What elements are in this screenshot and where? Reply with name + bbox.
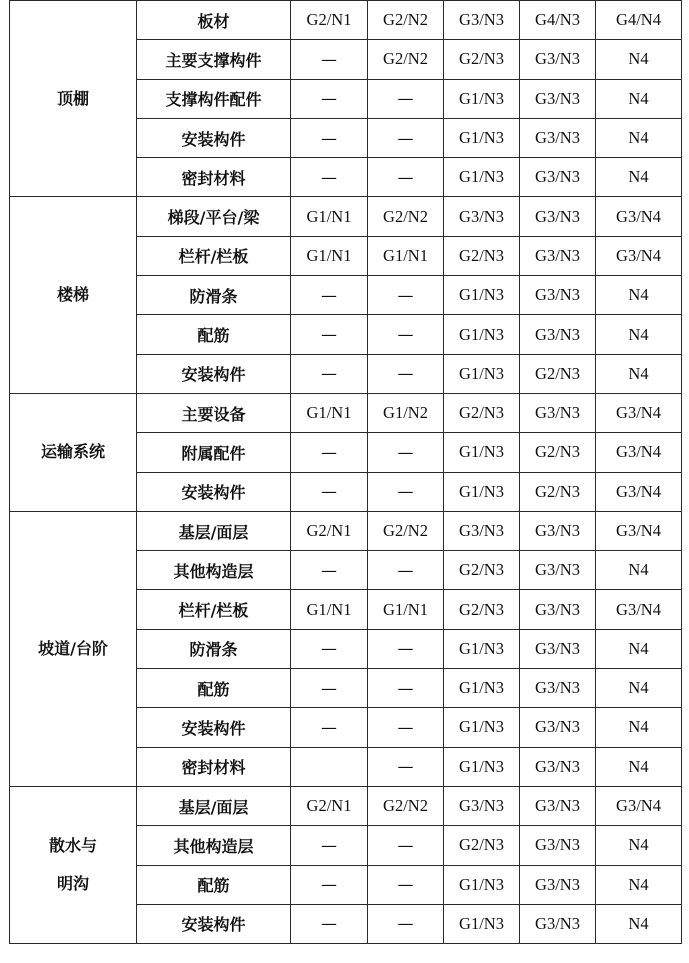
grade-cell: G3/N3 [520, 79, 596, 118]
grade-cell: G3/N3 [444, 1, 520, 40]
category-label: 坡道/台阶 [38, 638, 108, 658]
grade-cell: G2/N3 [444, 826, 520, 865]
grade-cell: — [368, 118, 444, 157]
component-cell: 配筋 [137, 315, 291, 354]
grade-cell: N4 [596, 708, 682, 747]
grade-cell: G1/N2 [368, 393, 444, 432]
grade-cell: G1/N3 [444, 276, 520, 315]
category-label: 散水与 [48, 836, 97, 856]
grade-cell: G2/N3 [444, 40, 520, 79]
grade-cell: — [368, 629, 444, 668]
grade-cell: N4 [596, 79, 682, 118]
grade-cell: N4 [596, 551, 682, 590]
grade-cell: — [368, 551, 444, 590]
grade-cell: N4 [596, 40, 682, 79]
grade-cell: — [368, 354, 444, 393]
grade-cell: G2/N3 [520, 354, 596, 393]
grade-cell: G3/N3 [520, 315, 596, 354]
grade-cell: G1/N3 [444, 708, 520, 747]
grade-cell: — [291, 904, 368, 943]
category-cell [10, 511, 137, 786]
grade-cell: G3/N3 [520, 393, 596, 432]
category-label: 明沟 [56, 874, 89, 894]
grade-cell: G3/N3 [520, 40, 596, 79]
grade-cell: G3/N3 [520, 629, 596, 668]
grade-cell: — [291, 669, 368, 708]
grade-cell: G3/N3 [520, 708, 596, 747]
grade-cell: G3/N3 [444, 197, 520, 236]
grade-cell: G1/N3 [444, 158, 520, 197]
grade-cell: G1/N3 [444, 315, 520, 354]
component-cell: 主要设备 [137, 393, 291, 432]
grade-cell: — [368, 747, 444, 786]
grade-cell: G1/N3 [444, 747, 520, 786]
grade-cell: — [291, 865, 368, 904]
grade-cell: G4/N4 [596, 1, 682, 40]
category-label: 顶棚 [56, 88, 89, 108]
component-cell: 配筋 [137, 865, 291, 904]
table-row [10, 197, 682, 236]
component-cell: 防滑条 [137, 276, 291, 315]
grade-cell: N4 [596, 276, 682, 315]
component-cell: 安装构件 [137, 472, 291, 511]
grade-cell: G1/N3 [444, 79, 520, 118]
grade-cell: G3/N3 [520, 826, 596, 865]
grade-cell: G3/N3 [444, 511, 520, 550]
component-cell: 安装构件 [137, 904, 291, 943]
grade-cell: G2/N2 [368, 1, 444, 40]
grade-cell: G2/N2 [368, 40, 444, 79]
grade-cell: G3/N4 [596, 393, 682, 432]
grade-cell: N4 [596, 315, 682, 354]
grade-cell: N4 [596, 158, 682, 197]
component-cell: 支撑构件配件 [137, 79, 291, 118]
component-cell: 安装构件 [137, 118, 291, 157]
component-cell: 密封材料 [137, 747, 291, 786]
grade-cell: — [291, 629, 368, 668]
grade-cell: G3/N3 [520, 158, 596, 197]
grade-cell: G1/N1 [291, 590, 368, 629]
grade-cell: G2/N2 [368, 197, 444, 236]
grade-cell: N4 [596, 826, 682, 865]
grade-cell: G3/N3 [520, 197, 596, 236]
category-cell [10, 1, 137, 197]
grade-cell: N4 [596, 669, 682, 708]
grade-cell: N4 [596, 747, 682, 786]
component-cell: 其他构造层 [137, 551, 291, 590]
grade-cell: G3/N4 [596, 786, 682, 825]
grade-cell: G2/N3 [444, 393, 520, 432]
grade-cell: — [368, 904, 444, 943]
durability-table [9, 0, 682, 944]
component-cell: 栏杆/栏板 [137, 590, 291, 629]
grade-cell: — [368, 865, 444, 904]
grade-cell: G2/N3 [444, 551, 520, 590]
component-cell: 安装构件 [137, 708, 291, 747]
grade-cell: G1/N1 [291, 197, 368, 236]
grade-cell: — [291, 79, 368, 118]
grade-cell: G2/N3 [444, 590, 520, 629]
grade-cell: G2/N1 [291, 511, 368, 550]
grade-cell: G3/N3 [520, 904, 596, 943]
component-cell: 配筋 [137, 669, 291, 708]
component-cell: 防滑条 [137, 629, 291, 668]
grade-cell: G1/N3 [444, 904, 520, 943]
grade-cell: G3/N3 [520, 551, 596, 590]
component-cell: 密封材料 [137, 158, 291, 197]
grade-cell: — [368, 276, 444, 315]
grade-cell: — [291, 354, 368, 393]
component-cell: 基层/面层 [137, 786, 291, 825]
grade-cell: G1/N3 [444, 865, 520, 904]
component-cell: 栏杆/栏板 [137, 236, 291, 275]
grade-cell: N4 [596, 354, 682, 393]
grade-cell: — [291, 551, 368, 590]
component-cell: 主要支撑构件 [137, 40, 291, 79]
grade-cell: N4 [596, 629, 682, 668]
category-cell [10, 393, 137, 511]
grade-cell: — [291, 826, 368, 865]
grade-cell: G2/N2 [368, 511, 444, 550]
grade-cell: N4 [596, 865, 682, 904]
grade-cell: G3/N3 [444, 786, 520, 825]
grade-cell [291, 747, 368, 786]
category-label: 运输系统 [40, 442, 105, 462]
grade-cell: — [291, 708, 368, 747]
grade-cell: G1/N1 [368, 236, 444, 275]
category-cell [10, 197, 137, 393]
grade-cell: G1/N1 [291, 236, 368, 275]
grade-cell: G3/N3 [520, 747, 596, 786]
grade-cell: G3/N4 [596, 590, 682, 629]
grade-cell: G3/N3 [520, 786, 596, 825]
grade-cell: G4/N3 [520, 1, 596, 40]
grade-cell: G3/N4 [596, 511, 682, 550]
category-label: 楼梯 [56, 285, 89, 305]
grade-cell: — [291, 40, 368, 79]
grade-cell: G3/N3 [520, 590, 596, 629]
grade-cell: G2/N3 [520, 433, 596, 472]
grade-cell: G1/N3 [444, 629, 520, 668]
grade-cell: N4 [596, 118, 682, 157]
grade-cell: G3/N4 [596, 433, 682, 472]
grade-cell: — [368, 472, 444, 511]
grade-cell: G3/N4 [596, 236, 682, 275]
grade-cell: G3/N4 [596, 197, 682, 236]
grade-cell: G3/N4 [596, 472, 682, 511]
grade-cell: — [368, 708, 444, 747]
grade-cell: G3/N3 [520, 511, 596, 550]
grade-cell: G1/N3 [444, 669, 520, 708]
grade-cell: G2/N3 [520, 472, 596, 511]
grade-cell: G1/N3 [444, 354, 520, 393]
component-cell: 附属配件 [137, 433, 291, 472]
grade-cell: — [368, 826, 444, 865]
grade-cell: — [291, 118, 368, 157]
grade-cell: — [368, 158, 444, 197]
grade-cell: — [291, 433, 368, 472]
grade-cell: — [368, 79, 444, 118]
grade-cell: G3/N3 [520, 118, 596, 157]
grade-cell: N4 [596, 904, 682, 943]
grade-cell: G1/N3 [444, 118, 520, 157]
table-row [10, 786, 682, 825]
grade-cell: G1/N3 [444, 433, 520, 472]
component-cell: 板材 [137, 1, 291, 40]
table-row [10, 511, 682, 550]
grade-cell: G3/N3 [520, 276, 596, 315]
grade-cell: G2/N3 [444, 236, 520, 275]
component-cell: 梯段/平台/梁 [137, 197, 291, 236]
table-row [10, 1, 682, 40]
grade-cell: — [291, 158, 368, 197]
grade-cell: G3/N3 [520, 236, 596, 275]
grade-cell: G2/N1 [291, 1, 368, 40]
grade-cell: — [291, 472, 368, 511]
grade-cell: — [291, 315, 368, 354]
grade-cell: — [291, 276, 368, 315]
grade-cell: G2/N1 [291, 786, 368, 825]
component-cell: 基层/面层 [137, 511, 291, 550]
grade-cell: — [368, 669, 444, 708]
grade-cell: G1/N1 [368, 590, 444, 629]
grade-cell: — [368, 315, 444, 354]
grade-cell: G3/N3 [520, 669, 596, 708]
grade-cell: — [368, 433, 444, 472]
component-cell: 安装构件 [137, 354, 291, 393]
grade-cell: G3/N3 [520, 865, 596, 904]
grade-cell: G1/N3 [444, 472, 520, 511]
table-body [10, 1, 682, 944]
category-cell [10, 786, 137, 943]
grade-cell: G1/N1 [291, 393, 368, 432]
component-cell: 其他构造层 [137, 826, 291, 865]
grade-cell: G2/N2 [368, 786, 444, 825]
table-row [10, 393, 682, 432]
